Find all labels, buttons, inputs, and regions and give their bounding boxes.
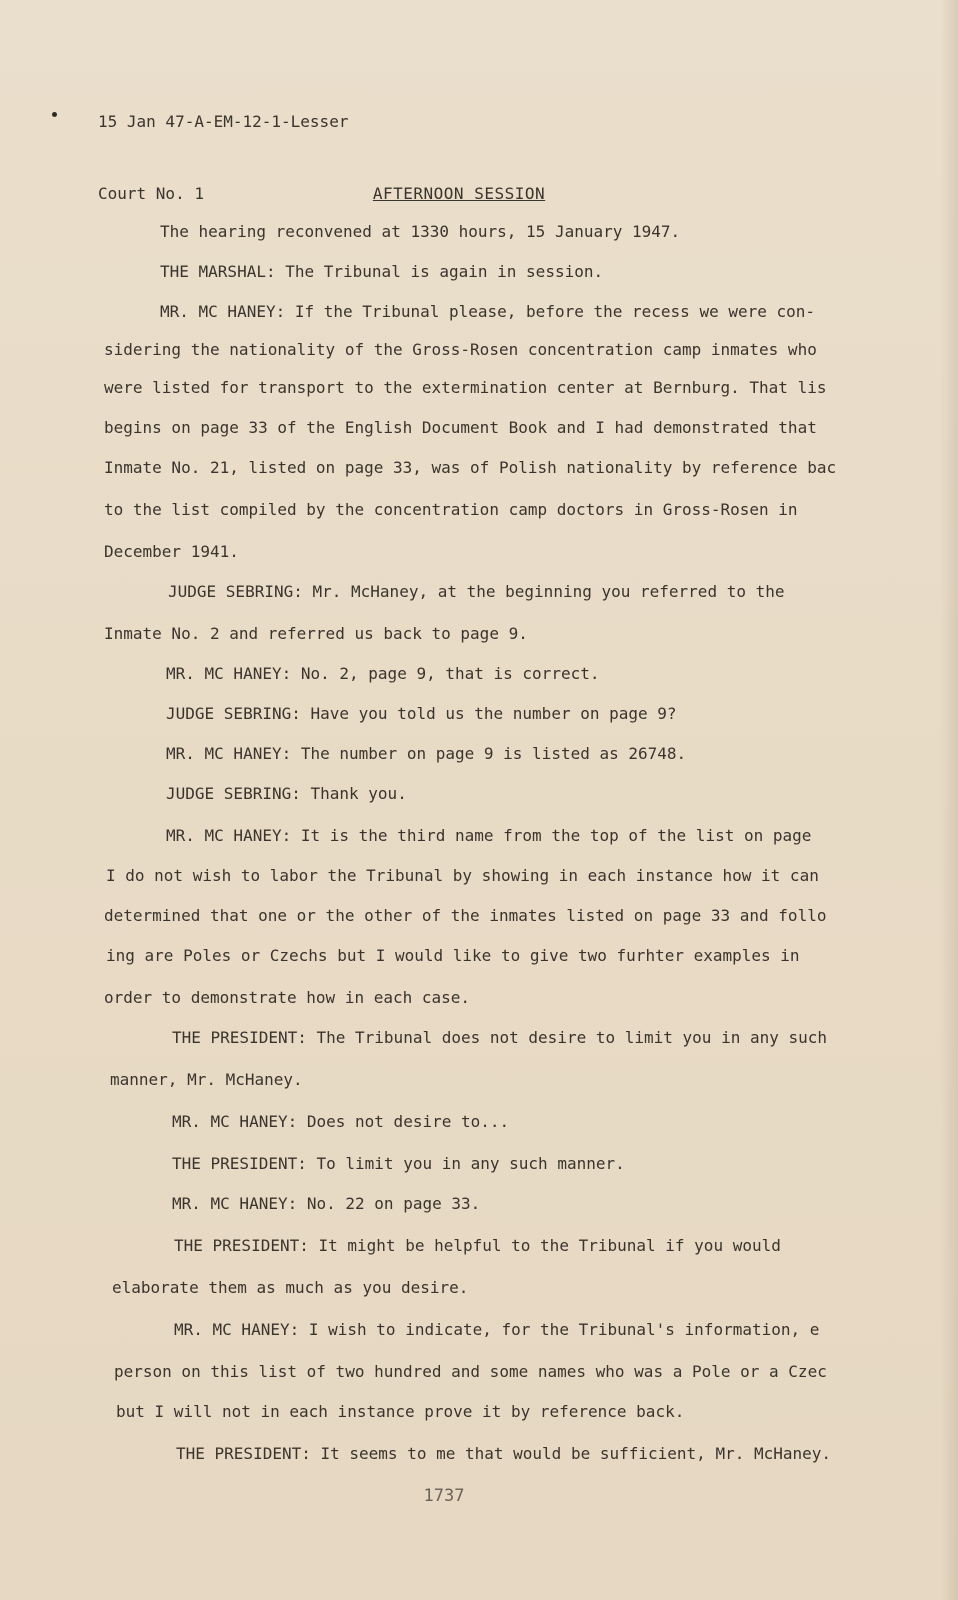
- transcript-line: manner, Mr. McHaney.: [110, 1070, 303, 1089]
- transcript-line: person on this list of two hundred and some names who was a Pole or a Czec: [114, 1362, 827, 1381]
- session-title: [0, 184, 958, 203]
- session-title-text: AFTERNOON SESSION: [372, 184, 546, 203]
- transcript-line: Inmate No. 2 and referred us back to page 9.: [104, 624, 528, 643]
- transcript-line: The hearing reconvened at 1330 hours, 15 January 1947.: [160, 222, 681, 241]
- transcript-line: sidering the nationality of the Gross-Rosen concentration camp inmates who: [104, 340, 817, 359]
- transcript-line: MR. MC HANEY: No. 22 on page 33.: [172, 1194, 481, 1213]
- transcript-line: THE PRESIDENT: To limit you in any such manner.: [172, 1154, 625, 1173]
- transcript-line: MR. MC HANEY: No. 2, page 9, that is correct.: [166, 664, 600, 683]
- page-number: [0, 1486, 958, 1506]
- page-edge-shadow: [940, 0, 958, 1600]
- header-court: Court No. 1: [98, 184, 204, 203]
- transcript-line: MR. MC HANEY: I wish to indicate, for the Tribunal's information, e: [174, 1320, 820, 1339]
- transcript-line: JUDGE SEBRING: Have you told us the number on page 9?: [166, 704, 677, 723]
- transcript-line: JUDGE SEBRING: Mr. McHaney, at the beginning you referred to the: [168, 582, 785, 601]
- transcript-line: MR. MC HANEY: Does not desire to...: [172, 1112, 510, 1131]
- transcript-line: THE PRESIDENT: It might be helpful to the Tribunal if you would: [174, 1236, 781, 1255]
- transcript-line: December 1941.: [104, 542, 239, 561]
- transcript-line: JUDGE SEBRING: Thank you.: [166, 784, 407, 803]
- transcript-line: order to demonstrate how in each case.: [104, 988, 471, 1007]
- transcript-line: MR. MC HANEY: It is the third name from the top of the list on page: [166, 826, 812, 845]
- transcript-line: Inmate No. 21, listed on page 33, was of Polish nationality by reference bac: [104, 458, 837, 477]
- transcript-line: MR. MC HANEY: If the Tribunal please, before the recess we were con-: [160, 302, 816, 321]
- transcript-line: but I will not in each instance prove it by reference back.: [116, 1402, 685, 1421]
- transcript-line: begins on page 33 of the English Document Book and I had demonstrated that: [104, 418, 817, 437]
- transcript-line: ing are Poles or Czechs but I would like to give two furhter examples in: [106, 946, 800, 965]
- transcript-line: to the list compiled by the concentration camp doctors in Gross-Rosen in: [104, 500, 798, 519]
- transcript-line: THE MARSHAL: The Tribunal is again in session.: [160, 262, 604, 281]
- transcript-line: I do not wish to labor the Tribunal by showing in each instance how it can: [106, 866, 819, 885]
- transcript-line: determined that one or the other of the inmates listed on page 33 and follo: [104, 906, 827, 925]
- margin-dot: [52, 112, 57, 117]
- transcript-line: elaborate them as much as you desire.: [112, 1278, 469, 1297]
- transcript-line: were listed for transport to the extermination center at Bernburg. That lis: [104, 378, 827, 397]
- page-number-text: 1737: [423, 1486, 465, 1506]
- transcript-line: THE PRESIDENT: The Tribunal does not desire to limit you in any such: [172, 1028, 828, 1047]
- transcript-line: MR. MC HANEY: The number on page 9 is listed as 26748.: [166, 744, 687, 763]
- header-reference: 15 Jan 47-A-EM-12-1-Lesser: [98, 112, 349, 131]
- transcript-line: THE PRESIDENT: It seems to me that would be sufficient, Mr. McHaney.: [176, 1444, 832, 1463]
